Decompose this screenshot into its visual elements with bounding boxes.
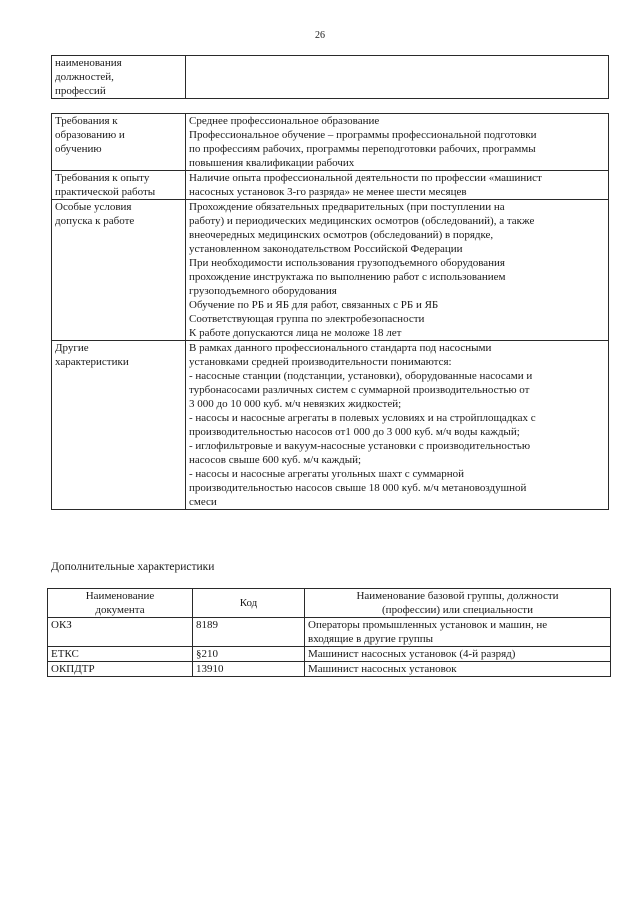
value-line: грузоподъемного оборудования bbox=[189, 285, 337, 297]
cell-group-name bbox=[305, 662, 611, 677]
value-line: При необходимости использования грузоподъемного оборудования bbox=[189, 257, 505, 269]
value-line: насосов свыше 600 куб. м/ч каждый; bbox=[189, 454, 362, 466]
table-row bbox=[48, 618, 611, 647]
titles-label-cell bbox=[52, 56, 186, 99]
value-line: насосных установок 3-го разряда» не менее шести месяцев bbox=[189, 186, 467, 198]
value-line: - насосы и насосные агрегаты в полевых условиях и на стройплощадках с bbox=[189, 412, 536, 424]
label-line: должностей, bbox=[55, 71, 114, 83]
label-line: практической работы bbox=[55, 186, 156, 198]
row-value-experience bbox=[186, 171, 609, 200]
cell-document: ОКЗ bbox=[48, 618, 193, 647]
value-line: - насосы и насосные агрегаты угольных шахт с суммарной bbox=[189, 468, 465, 480]
cell-code: §210 bbox=[193, 647, 305, 662]
header-line: документа bbox=[95, 604, 145, 616]
table-row bbox=[48, 662, 611, 677]
row-value-other bbox=[186, 341, 609, 510]
cell-document: ЕТКС bbox=[48, 647, 193, 662]
table-row bbox=[52, 200, 609, 341]
label-line: характеристики bbox=[55, 356, 129, 368]
cell-code: 8189 bbox=[193, 618, 305, 647]
value-line: 3 000 до 10 000 куб. м/ч невязких жидкостей; bbox=[189, 398, 402, 410]
header-line: Наименование базовой группы, должности bbox=[356, 590, 559, 602]
column-header-group-name bbox=[305, 589, 611, 618]
value-line: Наличие опыта профессиональной деятельности по профессии «машинист bbox=[189, 172, 542, 184]
header-line: Код bbox=[239, 597, 258, 609]
row-value-admission bbox=[186, 200, 609, 341]
value-line: - иглофильтровые и вакуум-насосные установки с производительностью bbox=[189, 440, 531, 452]
section-heading: Дополнительные характеристики bbox=[51, 561, 215, 573]
header-line: (профессии) или специальности bbox=[382, 604, 533, 616]
value-line: производительностью насосов от1 000 до 3 000 куб. м/ч воды каждый; bbox=[189, 426, 520, 438]
row-label-education bbox=[52, 114, 186, 171]
table-row bbox=[52, 171, 609, 200]
value-line: установленном законодательством Российской Федерации bbox=[189, 243, 463, 255]
titles-table bbox=[51, 55, 609, 99]
value-line: прохождение инструктажа по выполнению работ с использованием bbox=[189, 271, 506, 283]
cell-group-name bbox=[305, 647, 611, 662]
label-line: допуска к работе bbox=[55, 215, 135, 227]
row-label-experience bbox=[52, 171, 186, 200]
cell-group-name bbox=[305, 618, 611, 647]
requirements-table bbox=[51, 113, 609, 510]
value-line: Машинист насосных установок bbox=[308, 663, 457, 675]
value-line: - насосные станции (подстанции, установки), оборудованные насосами и bbox=[189, 370, 533, 382]
page-number: 26 bbox=[315, 30, 325, 41]
titles-value-cell bbox=[186, 56, 609, 99]
label-line: Особые условия bbox=[55, 201, 132, 213]
cell-document: ОКПДТР bbox=[48, 662, 193, 677]
value-line: производительностью насосов свыше 18 000 куб. м/ч метановоздушной bbox=[189, 482, 527, 494]
table-row bbox=[52, 114, 609, 171]
cell-code: 13910 bbox=[193, 662, 305, 677]
value-line: работу) и периодических медицинских осмотров (обследований), а также bbox=[189, 215, 535, 227]
additional-characteristics-table bbox=[47, 588, 611, 677]
value-line: турбонасосами различных систем с суммарной производительностью от bbox=[189, 384, 530, 396]
table-row bbox=[52, 56, 609, 99]
table-header-row bbox=[48, 589, 611, 618]
value-line: Профессиональное обучение – программы профессиональной подготовки bbox=[189, 129, 537, 141]
label-line: обучению bbox=[55, 143, 102, 155]
table-row bbox=[52, 341, 609, 510]
value-line: Среднее профессиональное образование bbox=[189, 115, 380, 127]
label-line: Требования к опыту bbox=[55, 172, 150, 184]
value-line: установками средней производительности понимаются: bbox=[189, 356, 452, 368]
header-line: Наименование bbox=[85, 590, 155, 602]
value-line: по профессиям рабочих, программы переподготовки рабочих, программы bbox=[189, 143, 536, 155]
label-line: профессий bbox=[55, 85, 106, 97]
label-line: Требования к bbox=[55, 115, 118, 127]
value-line: повышения квалификации рабочих bbox=[189, 157, 355, 169]
row-label-admission bbox=[52, 200, 186, 341]
row-value-education bbox=[186, 114, 609, 171]
value-line: В рамках данного профессионального стандарта под насосными bbox=[189, 342, 492, 354]
table-row bbox=[48, 647, 611, 662]
label-line: наименования bbox=[55, 57, 122, 69]
column-header-document bbox=[48, 589, 193, 618]
value-line: Соответствующая группа по электробезопасности bbox=[189, 313, 425, 325]
row-label-other bbox=[52, 341, 186, 510]
value-line: Прохождение обязательных предварительных (при поступлении на bbox=[189, 201, 505, 213]
value-line: внеочередных медицинских осмотров (обследований) в порядке, bbox=[189, 229, 494, 241]
column-header-code bbox=[193, 589, 305, 618]
label-line: образованию и bbox=[55, 129, 125, 141]
value-line: Обучение по РБ и ЯБ для работ, связанных с РБ и ЯБ bbox=[189, 299, 439, 311]
label-line: Другие bbox=[55, 342, 89, 354]
value-line: смеси bbox=[189, 496, 217, 508]
value-line: Машинист насосных установок (4-й разряд) bbox=[308, 648, 516, 660]
value-line: Операторы промышленных установок и машин, не bbox=[308, 619, 548, 631]
value-line: К работе допускаются лица не моложе 18 лет bbox=[189, 327, 402, 339]
value-line: входящие в другие группы bbox=[308, 633, 434, 645]
